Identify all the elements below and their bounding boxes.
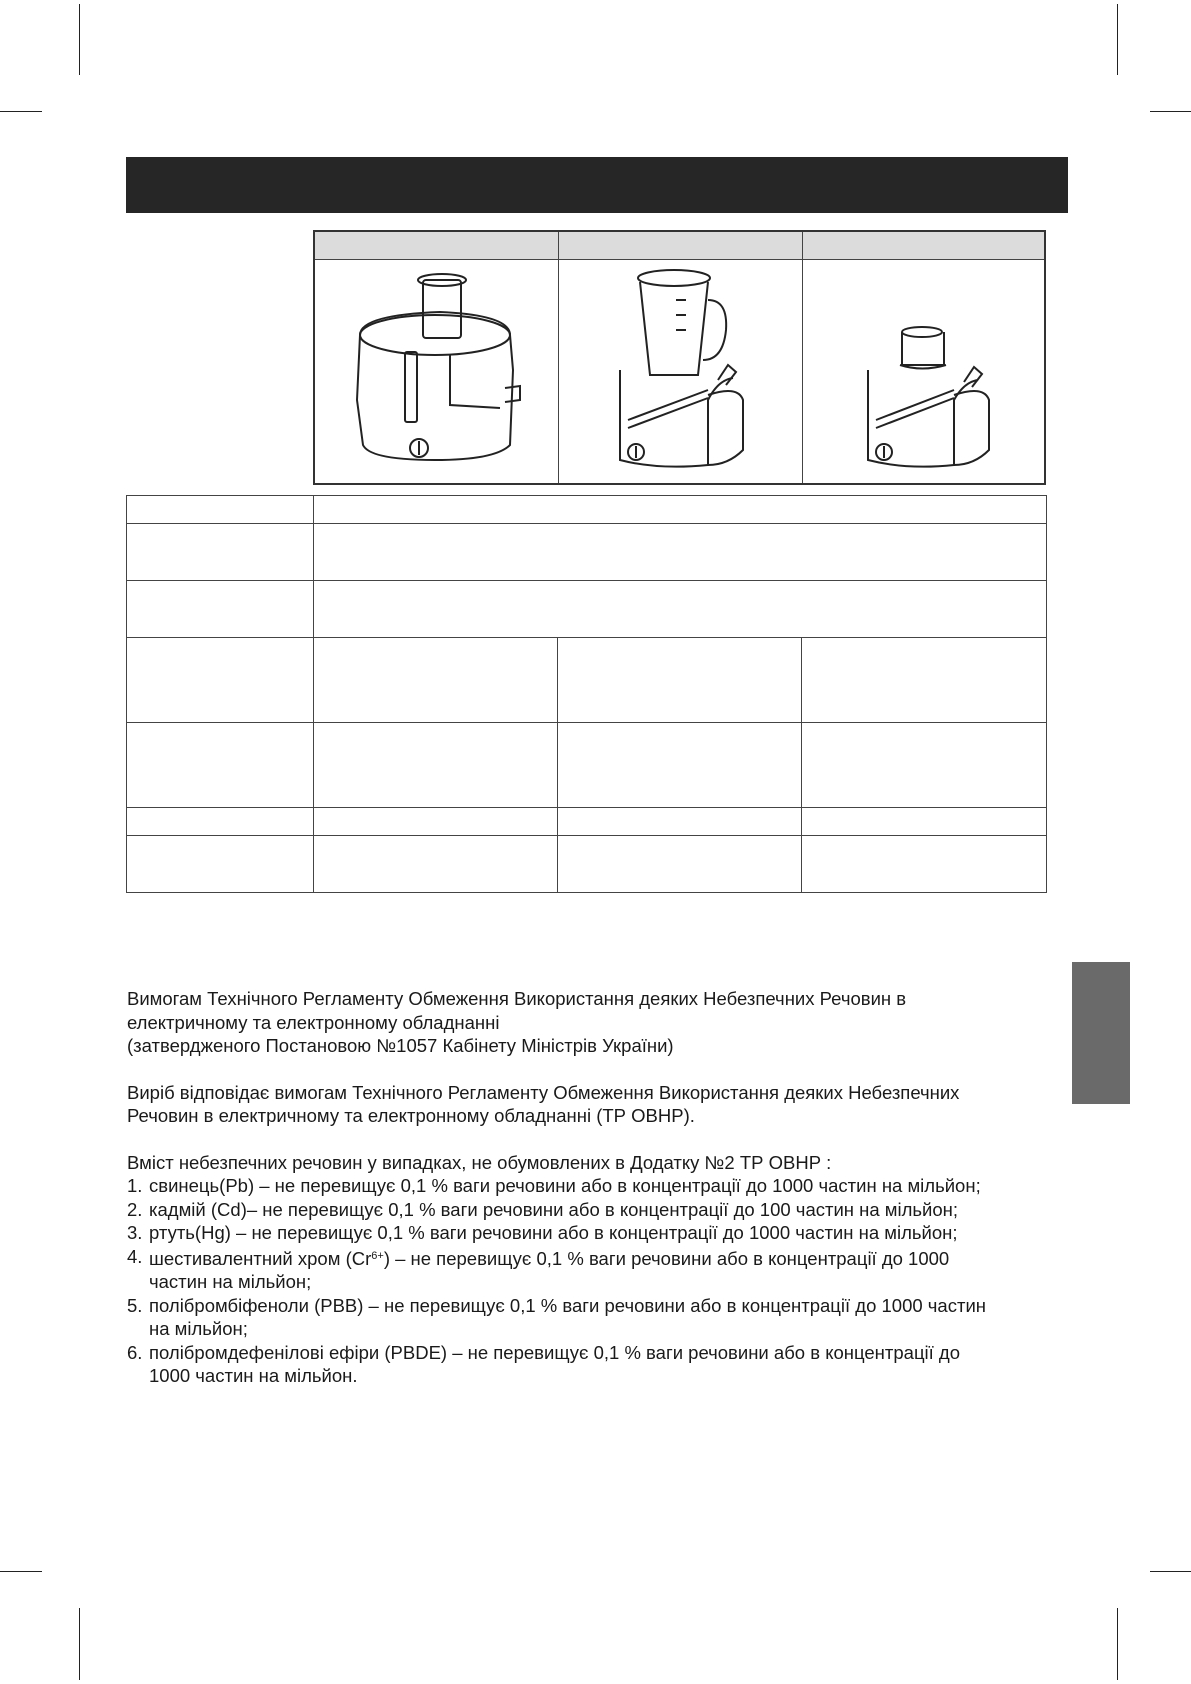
table-row — [127, 496, 1047, 524]
list-item: 2. кадмій (Cd)– не перевищує 0,1 % ваги речовини або в концентрації до 100 частин на мільйон; — [127, 1198, 959, 1220]
crop-mark — [1117, 1608, 1118, 1680]
crop-mark — [1150, 1571, 1191, 1572]
substance-list — [127, 1174, 1047, 1388]
mini-chopper-icon — [802, 260, 1044, 483]
table-row — [127, 723, 1047, 808]
blender-jug-icon — [558, 260, 802, 483]
illustration-header — [315, 232, 1044, 260]
list-item: 3. ртуть(Hg) – не перевищує 0,1 % ваги речовини або в концентрації до 1000 частин на мільйон; — [127, 1222, 958, 1243]
content-intro: Вміст небезпечних речовин у випадках, не обумовлених в Додатку №2 ТР ОВНР : — [127, 1151, 832, 1173]
header-bar — [126, 157, 1068, 213]
table-row — [127, 524, 1047, 581]
chopper-cell — [802, 260, 1044, 483]
notice-heading: Вимогам Технічного Регламенту Обмеження Використання деяких Небезпечних Речовин в електричному та електронному обладнанні (затвердженого Постановою №1057 Кабінету Міністрів України) — [127, 988, 907, 1056]
list-item: 1. свинець(Pb) – не перевищує 0,1 % ваги речовини або в концентрації до 1000 частин на мільйон; — [127, 1175, 981, 1196]
juicer-icon — [315, 260, 558, 483]
crop-mark — [0, 1571, 42, 1572]
list-item: 6. полібромдефенілові ефіри (PBDE) – не перевищує 0,1 % ваги речовини або в концентрації до 1000 частин на мільйон. — [127, 1341, 961, 1386]
table-row — [127, 836, 1047, 893]
list-item: 4. шестивалентний хром $(Cr^{6+})$ – не перевищує 0,1 % ваги речовини або в концентрації до 1000 частин на мільйон; — [127, 1245, 950, 1292]
regulatory-notice — [127, 987, 1047, 1388]
product-illustrations — [313, 230, 1046, 485]
crop-mark — [0, 111, 42, 112]
crop-mark — [1150, 111, 1191, 112]
juicer-cell — [315, 260, 558, 483]
crop-mark — [79, 1608, 80, 1680]
table-row — [127, 581, 1047, 638]
compliance-statement: Виріб відповідає вимогам Технічного Регламенту Обмеження Використання деяких Небезпечних Речовин в електричному та електронному обладнанні (ТР ОВНР). — [127, 1081, 960, 1126]
crop-mark — [79, 4, 80, 75]
crop-mark — [1117, 4, 1118, 75]
table-row — [127, 638, 1047, 723]
side-tab — [1072, 962, 1130, 1104]
blender-cell — [558, 260, 802, 483]
specification-table — [126, 495, 1047, 893]
table-row — [127, 808, 1047, 836]
list-item: 5. полібромбіфеноли (PBB) – не перевищує 0,1 % ваги речовини або в концентрації до 1000 частин на мільйон; — [127, 1294, 986, 1339]
